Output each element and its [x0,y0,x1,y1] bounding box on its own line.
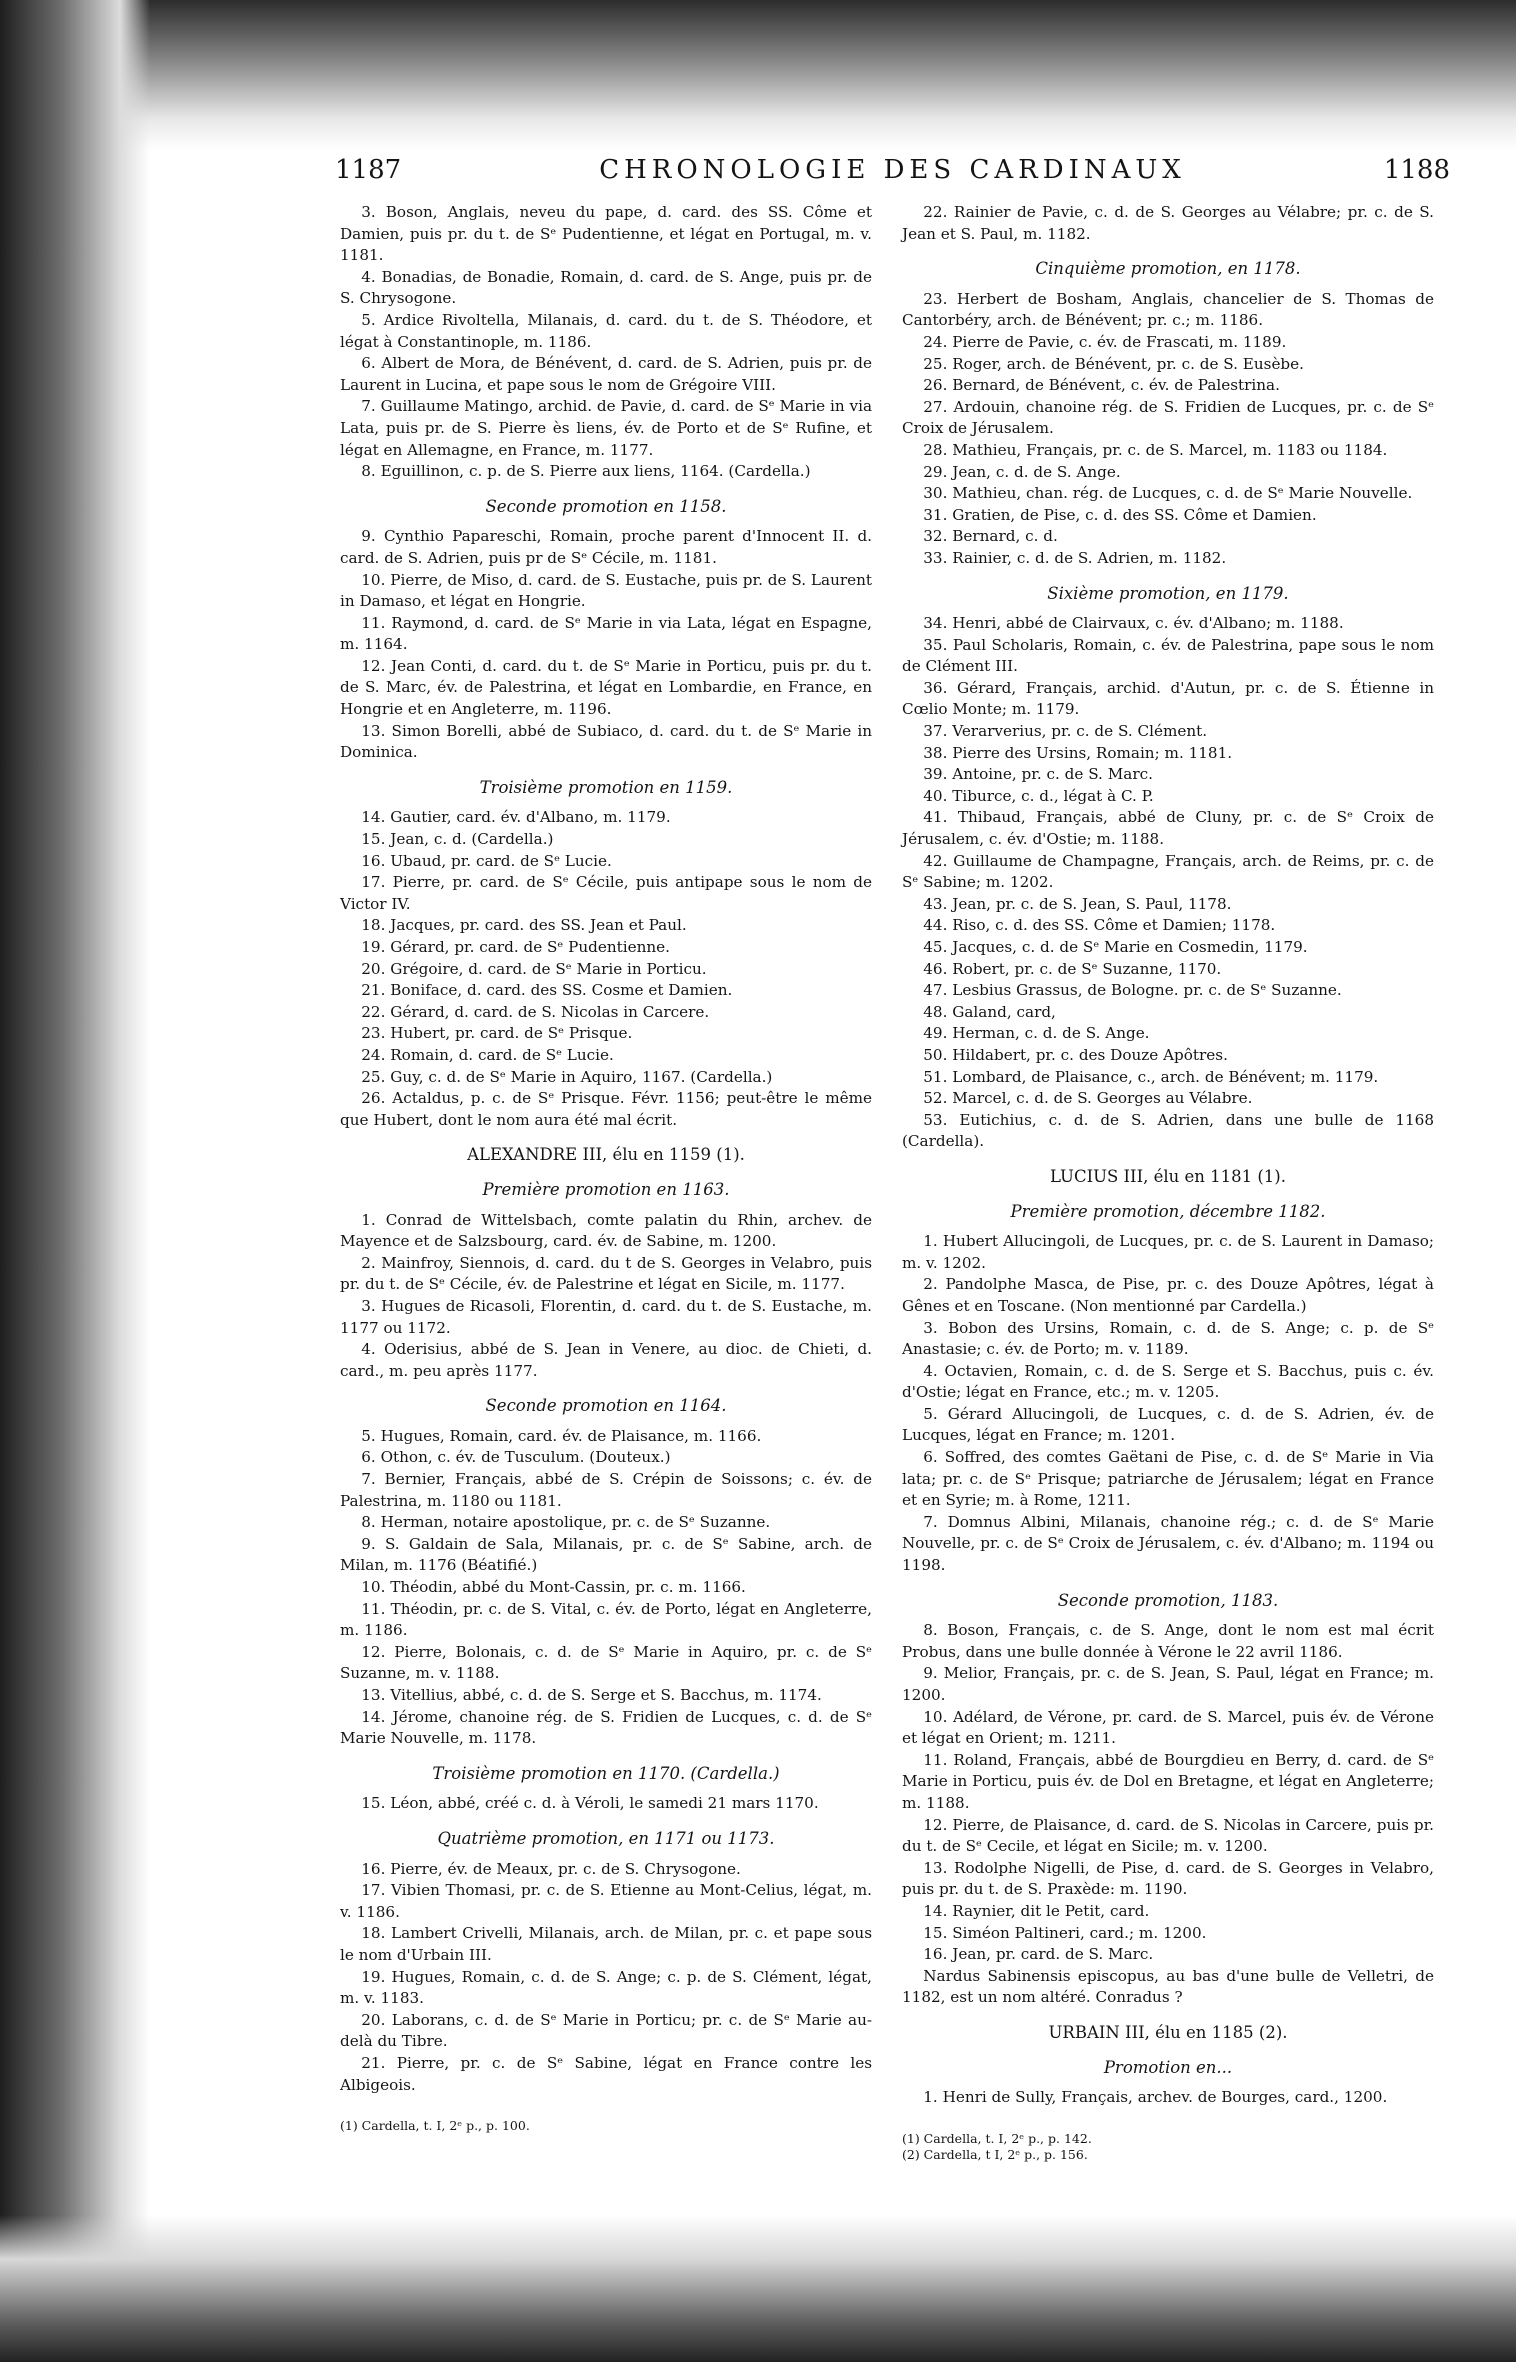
entry-group [902,2087,1434,2109]
cardinal-entry: 23. Herbert de Bosham, Anglais, chancelier de S. Thomas de Cantorbéry, arch. de Bénévent; pr. c.; m. 1186. [902,289,1434,330]
cardinal-entry: 15. Jean, c. d. (Cardella.) [361,830,554,849]
cardinal-entry: 7. Bernier, Français, abbé de S. Crépin de Soissons; c. év. de Palestrina, m. 1180 ou 1181. [340,1470,872,1510]
cardinal-entry: 26. Actaldus, p. c. de Sᵉ Prisque. Févr. 1156; peut-être le même que Hubert, dont le nom aura été mal écrit. [340,1089,872,1129]
section-heading: Première promotion, décembre 1182. [1010,1201,1326,1221]
cardinal-entry: 1. Conrad de Wittelsbach, comte palatin du Rhin, archev. de Mayence et de Salzsbourg, card. év. de Sabine, m. 1200. [340,1210,872,1251]
cardinal-entry: 9. S. Galdain de Sala, Milanais, pr. c. de Sᵉ Sabine, arch. de Milan, m. 1176 (Béatifié.) [340,1534,872,1575]
running-title: CHRONOLOGIE DES CARDINAUX [599,155,1186,185]
cardinal-entry: 8. Herman, notaire apostolique, pr. c. de Sᵉ Suzanne. [361,1513,771,1532]
cardinal-entry: 47. Lesbius Grassus, de Bologne. pr. c. de Sᵉ Suzanne. [923,981,1342,1000]
footnotes [340,2118,872,2134]
pope-heading: URBAIN III, élu en 1185 (2). [1048,2022,1288,2042]
footnote: (1) Cardella, t. I, 2ᵉ p., p. 142. [902,2130,1092,2146]
cardinal-entry: 5. Gérard Allucingoli, de Lucques, c. d. de S. Adrien, év. de Lucques, légat en France; m. 1201. [902,1404,1434,1445]
cardinal-entry: 10. Théodin, abbé du Mont-Cassin, pr. c. m. 1166. [361,1578,746,1597]
entry-group [340,807,872,1131]
cardinal-entry: 49. Herman, c. d. de S. Ange. [923,1024,1150,1043]
cardinal-entry: 33. Rainier, c. d. de S. Adrien, m. 1182. [923,548,1227,567]
section-heading: Première promotion en 1163. [482,1179,730,1199]
cardinal-entry: 19. Gérard, pr. card. de Sᵉ Pudentienne. [361,938,670,956]
cardinal-entry: 24. Romain, d. card. de Sᵉ Lucie. [361,1045,614,1064]
cardinal-entry: 22. Gérard, d. card. de S. Nicolas in Carcere. [361,1002,710,1021]
cardinal-entry: 15. Léon, abbé, créé c. d. à Véroli, le samedi 21 mars 1170. [361,1794,819,1813]
cardinal-entry: 1. Hubert Allucingoli, de Lucques, pr. c. de S. Laurent in Damaso; m. v. 1202. [902,1232,1434,1272]
cardinal-entry: 46. Robert, pr. c. de Sᵉ Suzanne, 1170. [923,959,1222,978]
cardinal-entry: 6. Soffred, des comtes Gaëtani de Pise, c. d. de Sᵉ Marie in Via lata; pr. c. de Sᵉ Prisque; patriarche de Jérusalem; légat en France et en Syrie; m. à Rome, 1211. [902,1448,1434,1510]
left-page-number: 1187 [335,155,402,185]
entry-group [902,613,1434,1153]
cardinal-entry: 38. Pierre des Ursins, Romain; m. 1181. [923,743,1233,762]
cardinal-entry: 24. Pierre de Pavie, c. év. de Frascati, m. 1189. [923,332,1287,351]
cardinal-entry: 9. Cynthio Papareschi, Romain, proche parent d'Innocent II. d. card. de S. Adrien, puis pr de Sᵉ Cécile, m. 1181. [340,527,872,567]
pope-heading: ALEXANDRE III, élu en 1159 (1). [467,1145,745,1165]
cardinal-entry: 10. Adélard, de Vérone, pr. card. de S. Marcel, puis év. de Vérone et légat en Orient; m. 1211. [902,1707,1434,1748]
cardinal-entry: 43. Jean, pr. c. de S. Jean, S. Paul, 1178. [923,894,1232,913]
cardinal-entry: 31. Gratien, de Pise, c. d. des SS. Côme et Damien. [923,505,1317,524]
cardinal-entry: 14. Raynier, dit le Petit, card. [923,1901,1150,1920]
scan-edge-bottom [0,2215,1516,2362]
cardinal-entry: 11. Raymond, d. card. de Sᵉ Marie in via Lata, légat en Espagne, m. 1164. [340,613,872,654]
cardinal-entry: 17. Vibien Thomasi, pr. c. de S. Etienne au Mont-Celius, légat, m. v. 1186. [340,1881,872,1921]
cardinal-entry: 11. Théodin, pr. c. de S. Vital, c. év. de Porto, légat en Angleterre, m. 1186. [340,1599,872,1640]
section-heading: Troisième promotion en 1159. [479,777,733,797]
note-paragraph: Nardus Sabinensis episcopus, au bas d'une bulle de Velletri, de 1182, est un nom altéré. Conradus ? [902,1966,1434,2007]
section-heading: Quatrième promotion, en 1171 ou 1173. [437,1828,775,1848]
entry-group [902,289,1434,570]
right-page-number: 1188 [1383,155,1450,185]
scan-edge-top [0,0,1516,150]
cardinal-entry: 29. Jean, c. d. de S. Ange. [923,462,1121,481]
cardinal-entry: 1. Henri de Sully, Français, archev. de Bourges, card., 1200. [923,2088,1388,2107]
left-column [340,202,872,2134]
cardinal-entry: 16. Pierre, év. de Meaux, pr. c. de S. Chrysogone. [361,1859,741,1878]
footnote: (1) Cardella, t. I, 2ᵉ p., p. 100. [340,2118,530,2134]
footnotes [902,2131,1434,2163]
cardinal-entry: 22. Rainier de Pavie, c. d. de S. Georges au Vélabre; pr. c. de S. Jean et S. Paul, m. 1182. [902,203,1434,243]
pope-heading: LUCIUS III, élu en 1181 (1). [1049,1166,1286,1186]
page-header [335,145,1450,195]
cardinal-entry: 18. Lambert Crivelli, Milanais, arch. de Milan, pr. c. et pape sous le nom d'Urbain III. [340,1924,872,1964]
cardinal-entry: 36. Gérard, Français, archid. d'Autun, pr. c. de S. Étienne in Cœlio Monte; m. 1179. [902,678,1434,719]
cardinal-entry: 48. Galand, card, [923,1002,1056,1021]
cardinal-entry: 11. Roland, Français, abbé de Bourgdieu en Berry, d. card. de Sᵉ Marie in Porticu, puis év. de Dol en Bretagne, et légat en Angleterre; m. 1188. [902,1750,1434,1812]
cardinal-entry: 39. Antoine, pr. c. de S. Marc. [923,765,1153,784]
cardinal-entry: 25. Guy, c. d. de Sᵉ Marie in Aquiro, 1167. (Cardella.) [361,1067,773,1086]
cardinal-entry: 12. Pierre, Bolonais, c. d. de Sᵉ Marie in Aquiro, pr. c. de Sᵉ Suzanne, m. v. 1188. [340,1642,872,1683]
cardinal-entry: 3. Bobon des Ursins, Romain, c. d. de S. Ange; c. p. de Sᵉ Anastasie; c. év. de Porto; m. v. 1189. [902,1318,1434,1359]
cardinal-entry: 45. Jacques, c. d. de Sᵉ Marie en Cosmedin, 1179. [923,938,1308,956]
cardinal-entry: 51. Lombard, de Plaisance, c., arch. de Bénévent; m. 1179. [923,1067,1379,1086]
cardinal-entry: 9. Melior, Français, pr. c. de S. Jean, S. Paul, légat en France; m. 1200. [902,1664,1434,1704]
cardinal-entry: 34. Henri, abbé de Clairvaux, c. év. d'Albano; m. 1188. [923,614,1344,633]
cardinal-entry: 3. Boson, Anglais, neveu du pape, d. card. des SS. Côme et Damien, puis pr. du t. de Sᵉ Pudentienne, et légat en Portugal, m. v. 1181. [340,203,872,265]
entry-group [340,1793,872,1815]
cardinal-entry: 26. Bernard, de Bénévent, c. év. de Palestrina. [923,376,1280,395]
cardinal-entry: 13. Rodolphe Nigelli, de Pise, d. card. de S. Georges in Velabro, puis pr. du t. de S. Praxède: m. 1190. [902,1858,1434,1899]
entry-group [902,1231,1434,1577]
cardinal-entry: 30. Mathieu, chan. rég. de Lucques, c. d. de Sᵉ Marie Nouvelle. [923,484,1413,503]
cardinal-entry: 19. Hugues, Romain, c. d. de S. Ange; c. p. de S. Clément, légat, m. v. 1183. [340,1967,872,2008]
cardinal-entry: 2. Mainfroy, Siennois, d. card. du t de S. Georges in Velabro, puis pr. du t. de Sᵉ Cécile, év. de Palestrine et légat en Sicile, m. 1177. [340,1253,872,1294]
cardinal-entry: 13. Simon Borelli, abbé de Subiaco, d. card. du t. de Sᵉ Marie in Dominica. [340,721,872,762]
entry-group [902,202,1434,245]
section-heading: Seconde promotion en 1158. [485,496,727,516]
entry-group [340,202,872,483]
cardinal-entry: 2. Pandolphe Masca, de Pise, pr. c. des Douze Apôtres, légat à Gênes et en Toscane. (Non mentionné par Cardella.) [902,1275,1434,1315]
cardinal-entry: 10. Pierre, de Miso, d. card. de S. Eustache, puis pr. de S. Laurent in Damaso, et légat en Hongrie. [340,570,872,611]
cardinal-entry: 6. Othon, c. év. de Tusculum. (Douteux.) [361,1448,671,1467]
cardinal-entry: 4. Bonadias, de Bonadie, Romain, d. card. de S. Ange, puis pr. de S. Chrysogone. [340,267,872,308]
cardinal-entry: 35. Paul Scholaris, Romain, c. év. de Palestrina, pape sous le nom de Clément III. [902,635,1434,676]
cardinal-entry: 8. Boson, Français, c. de S. Ange, dont le nom est mal écrit Probus, dans une bulle donnée à Vérone le 22 avril 1186. [902,1621,1434,1661]
cardinal-entry: 3. Hugues de Ricasoli, Florentin, d. card. du t. de S. Eustache, m. 1177 ou 1172. [340,1296,872,1337]
cardinal-entry: 6. Albert de Mora, de Bénévent, d. card. de S. Adrien, puis pr. de Laurent in Lucina, et pape sous le nom de Grégoire VIII. [340,354,872,394]
cardinal-entry: 5. Ardice Rivoltella, Milanais, d. card. du t. de S. Théodore, et légat à Constantinople, m. 1186. [340,310,872,351]
cardinal-entry: 13. Vitellius, abbé, c. d. de S. Serge et S. Bacchus, m. 1174. [361,1686,822,1704]
cardinal-entry: 52. Marcel, c. d. de S. Georges au Vélabre. [923,1089,1253,1108]
cardinal-entry: 4. Octavien, Romain, c. d. de S. Serge et S. Bacchus, puis c. év. d'Ostie; légat en France, etc.; m. v. 1205. [902,1361,1434,1402]
cardinal-entry: 27. Ardouin, chanoine rég. de S. Fridien de Lucques, pr. c. de Sᵉ Croix de Jérusalem. [902,397,1434,438]
cardinal-entry: 21. Boniface, d. card. des SS. Cosme et Damien. [361,981,733,1000]
cardinal-entry: 53. Eutichius, c. d. de S. Adrien, dans une bulle de 1168 (Cardella). [902,1110,1434,1151]
entry-group [340,526,872,764]
cardinal-entry: 12. Jean Conti, d. card. du t. de Sᵉ Marie in Porticu, puis pr. du t. de S. Marc, év. de Palestrina, et légat en Lombardie, en France, en Hongrie et en Angleterre, m. 1196. [340,656,872,719]
section-heading: Seconde promotion en 1164. [485,1396,727,1416]
section-heading: Seconde promotion, 1183. [1057,1590,1279,1610]
cardinal-entry: 17. Pierre, pr. card. de Sᵉ Cécile, puis antipape sous le nom de Victor IV. [340,873,872,913]
section-heading: Sixième promotion, en 1179. [1047,583,1289,603]
cardinal-entry: 7. Guillaume Matingo, archid. de Pavie, d. card. de Sᵉ Marie in via Lata, puis pr. de S. Pierre ès liens, év. de Porto et de Sᵉ Rufine, et légat en Allemagne, en France, m. 1177. [340,397,872,459]
cardinal-entry: 28. Mathieu, Français, pr. c. de S. Marcel, m. 1183 ou 1184. [923,440,1388,459]
cardinal-entry: 5. Hugues, Romain, card. év. de Plaisance, m. 1166. [361,1426,762,1445]
cardinal-entry: 37. Verarverius, pr. c. de S. Clément. [923,722,1208,741]
cardinal-entry: 15. Siméon Paltineri, card.; m. 1200. [923,1923,1207,1942]
cardinal-entry: 12. Pierre, de Plaisance, d. card. de S. Nicolas in Carcere, puis pr. du t. de Sᵉ Cecile, et légat en Sicile; m. v. 1200. [902,1815,1434,1856]
entry-group [340,1859,872,2097]
cardinal-entry: 7. Domnus Albini, Milanais, chanoine rég.; c. d. de Sᵉ Marie Nouvelle, pr. c. de Sᵉ Croix de Jérusalem, c. év. d'Albano; m. 1194 ou 1198. [902,1512,1434,1575]
cardinal-entry: 20. Laborans, c. d. de Sᵉ Marie in Porticu; pr. c. de Sᵉ Marie au-delà du Tibre. [340,2010,872,2051]
cardinal-entry: 50. Hildabert, pr. c. des Douze Apôtres. [923,1045,1228,1064]
cardinal-entry: 8. Eguillinon, c. p. de S. Pierre aux liens, 1164. (Cardella.) [361,462,811,481]
right-column [902,202,1434,2163]
cardinal-entry: 42. Guillaume de Champagne, Français, arch. de Reims, pr. c. de Sᵉ Sabine; m. 1202. [902,851,1434,892]
cardinal-entry: 21. Pierre, pr. c. de Sᵉ Sabine, légat en France contre les Albigeois. [340,2053,872,2094]
cardinal-entry: 14. Gautier, card. év. d'Albano, m. 1179. [361,808,671,827]
cardinal-entry: 23. Hubert, pr. card. de Sᵉ Prisque. [361,1024,633,1043]
section-heading: Promotion en... [1103,2057,1233,2077]
cardinal-entry: 20. Grégoire, d. card. de Sᵉ Marie in Porticu. [361,959,707,978]
entry-group [340,1210,872,1383]
cardinal-entry: 18. Jacques, pr. card. des SS. Jean et Paul. [361,916,687,935]
cardinal-entry: 14. Jérome, chanoine rég. de S. Fridien de Lucques, c. d. de Sᵉ Marie Nouvelle, m. 1178. [340,1707,872,1748]
section-heading: Cinquième promotion, en 1178. [1035,259,1301,279]
footnote: (2) Cardella, t I, 2ᵉ p., p. 156. [902,2146,1088,2162]
cardinal-entry: 41. Thibaud, Français, abbé de Cluny, pr. c. de Sᵉ Croix de Jérusalem, c. év. d'Ostie; m. 1188. [902,808,1434,849]
cardinal-entry: 16. Ubaud, pr. card. de Sᵉ Lucie. [361,851,612,870]
scan-edge-left [0,0,150,2362]
cardinal-entry: 32. Bernard, c. d. [923,527,1058,546]
cardinal-entry: 4. Oderisius, abbé de S. Jean in Venere, au dioc. de Chieti, d. card., m. peu après 1177. [340,1340,872,1380]
cardinal-entry: 25. Roger, arch. de Bénévent, pr. c. de S. Eusèbe. [923,354,1304,373]
section-heading: Troisième promotion en 1170. (Cardella.) [432,1763,780,1783]
cardinal-entry: 44. Riso, c. d. des SS. Côme et Damien; 1178. [923,916,1276,935]
cardinal-entry: 40. Tiburce, c. d., légat à C. P. [923,786,1154,805]
entry-group [340,1426,872,1750]
entry-group [902,1620,1434,1966]
cardinal-entry: 16. Jean, pr. card. de S. Marc. [923,1945,1154,1964]
